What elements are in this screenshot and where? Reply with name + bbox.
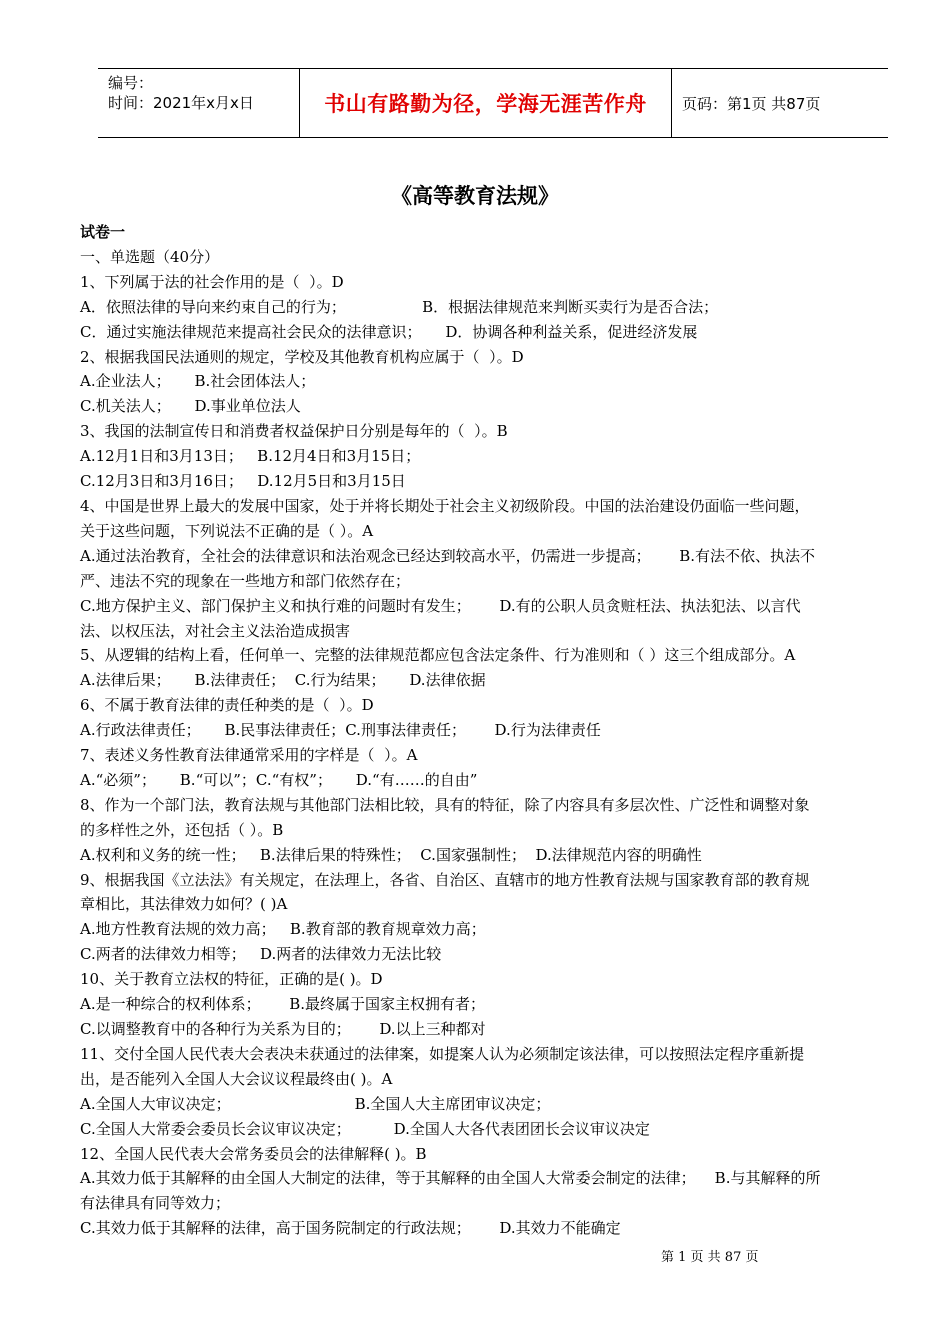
- text-line: 12、全国人民代表大会常务委员会的法律解释( )。B: [80, 1144, 427, 1163]
- text-line: A.“必须”； B.“可以”；C.“有权”； D.“有……的自由”: [80, 770, 478, 789]
- text-line: 一、单选题（40分）: [80, 247, 220, 266]
- text-line: A.12月1日和3月13日； B.12月4日和3月15日；: [80, 447, 421, 466]
- text-line: 法、以权压法，对社会主义法治造成损害: [80, 621, 351, 640]
- text-line: C.其效力低于其解释的法律，高于国务院制定的行政法规； D.其效力不能确定: [80, 1219, 621, 1238]
- text-line: 7、表述义务性教育法律通常采用的字样是（ ）。A: [80, 746, 418, 765]
- header-motto: 书山有路勤为径，学海无涯苦作舟: [300, 69, 672, 137]
- text-line: C．通过实施法律规范来提高社会民众的法律意识； D．协调各种利益关系，促进经济发展: [80, 322, 698, 341]
- text-line: A.地方性教育法规的效力高； B.教育部的教育规章效力高；: [80, 920, 486, 939]
- text-line: 严、违法不究的现象在一些地方和部门依然存在；: [80, 571, 411, 590]
- text-line: A.其效力低于其解释的由全国人大制定的法律，等于其解释的由全国人大常委会制定的法律； B.与其解释的所: [80, 1169, 821, 1188]
- text-line: 4、中国是世界上最大的发展中国家，处于并将长期处于社会主义初级阶段。中国的法治建设仍面临一些问题，: [80, 496, 810, 515]
- section-heading: 试卷一: [80, 223, 126, 241]
- text-line: C.全国人大常委会委员长会议审议决定； D.全国人大各代表团团长会议审议决定: [80, 1119, 650, 1138]
- text-line: 出，是否能列入全国人大会议议程最终由( )。A: [80, 1069, 393, 1088]
- text-line: 2、根据我国民法通则的规定，学校及其他教育机构应属于（ ）。D: [80, 347, 524, 366]
- header-page-label: 页码：第1页 共87页: [682, 94, 821, 113]
- text-line: A.权利和义务的统一性； B.法律后果的特殊性； C.国家强制性； D.法律规范内容的明确性: [80, 845, 702, 864]
- text-line: A.法律后果； B.法律责任； C.行为结果； D.法律依据: [80, 671, 486, 690]
- text-line: C.地方保护主义、部门保护主义和执行难的问题时有发生； D.有的公职人员贪赃枉法、执法犯法、以言代: [80, 596, 801, 615]
- text-line: 5、从逻辑的结构上看，任何单一、完整的法律规范都应包含法定条件、行为准则和（ ）这三个组成部分。A: [80, 646, 796, 665]
- text-line: 3、我国的法制宣传日和消费者权益保护日分别是每年的（ ）。B: [80, 422, 508, 441]
- time-label: 时间：2021年x月x日: [108, 94, 254, 112]
- text-line: C.以调整教育中的各种行为关系为目的； D.以上三种都对: [80, 1020, 486, 1038]
- text-line: 10、关于教育立法权的特征，正确的是( )。D: [80, 970, 383, 989]
- text-line: A．依照法律的导向来约束自己的行为； B．根据法律规范来判断买卖行为是否合法；: [80, 297, 719, 316]
- text-line: A.全国人大审议决定； B.全国人大主席团审议决定；: [80, 1094, 551, 1113]
- text-line: 的多样性之外，还包括（ ）。B: [80, 820, 284, 839]
- text-line: A.是一种综合的权利体系； B.最终属于国家主权拥有者；: [80, 995, 486, 1014]
- text-line: A.行政法律责任； B.民事法律责任；C.刑事法律责任； D.行为法律责任: [80, 721, 601, 740]
- text-line: 8、作为一个部门法，教育法规与其他部门法相比较，具有的特征，除了内容具有多层次性、广泛性和调整对象: [80, 795, 810, 814]
- text-line: 6、不属于教育法律的责任种类的是（ ）。D: [80, 696, 374, 715]
- text-line: C.机关法人； D.事业单位法人: [80, 397, 301, 416]
- document-title: 《高等教育法规》: [391, 184, 559, 208]
- header-info: [98, 69, 300, 137]
- page-header: [98, 68, 888, 138]
- text-line: 11、交付全国人民代表大会表决未获通过的法律案，如提案人认为必须制定该法律，可以按照法定程序重新提: [80, 1044, 805, 1063]
- text-line: A.通过法治教育，全社会的法律意识和法治观念已经达到较高水平，仍需进一步提高； B.有法不依、执法不: [80, 546, 816, 565]
- text-line: 有法律具有同等效力；: [80, 1194, 231, 1213]
- text-line: C.两者的法律效力相等； D.两者的法律效力无法比较: [80, 945, 442, 964]
- text-line: C.12月3日和3月16日； D.12月5日和3月15日: [80, 472, 406, 491]
- document-body: [80, 220, 908, 1241]
- text-line: A.企业法人； B.社会团体法人；: [80, 372, 316, 391]
- text-line: 1、下列属于法的社会作用的是（ ）。D: [80, 272, 344, 291]
- text-line: 关于这些问题，下列说法不正确的是（ ）。A: [80, 521, 374, 540]
- page-footer: 第 1 页 共 87 页: [661, 1250, 759, 1265]
- text-line: 章相比，其法律效力如何？( )A: [80, 895, 288, 914]
- number-label: 编号：: [108, 74, 154, 92]
- text-line: 9、根据我国《立法法》有关规定，在法理上，各省、自治区、直辖市的地方性教育法规与国家教育部的教育规: [80, 870, 810, 889]
